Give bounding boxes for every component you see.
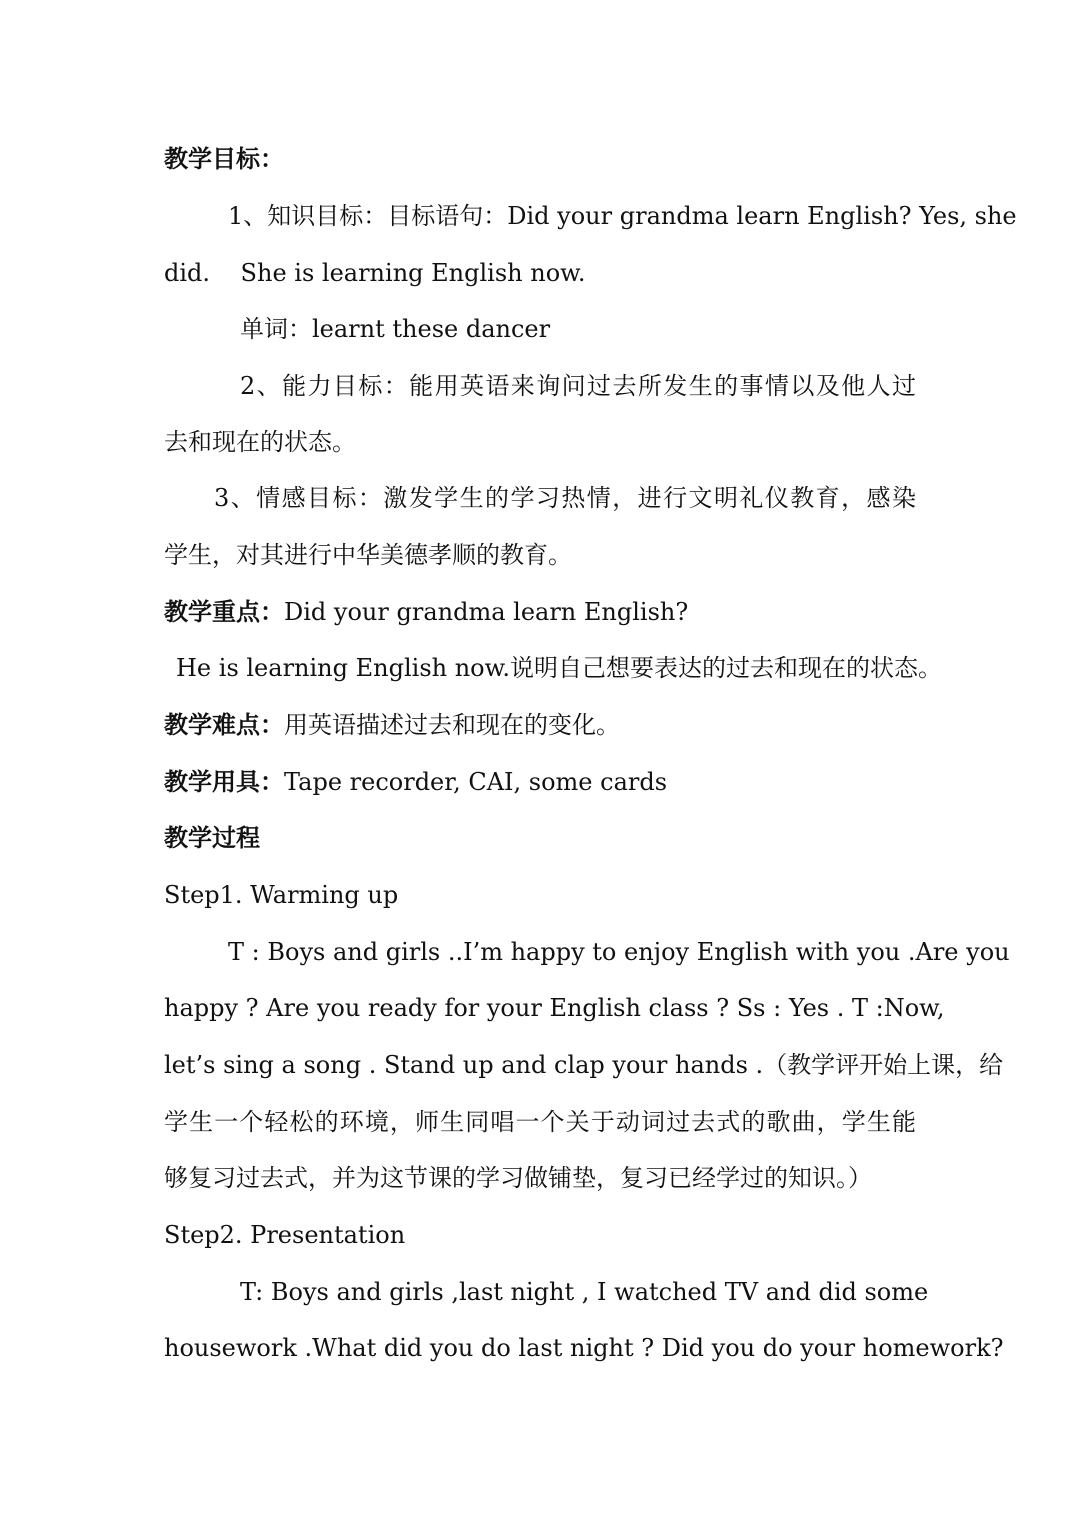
difficult-points-line xyxy=(164,709,916,741)
teaching-aids-text: Tape recorder, CAI, some cards xyxy=(284,768,668,796)
step1-line-3: let’s sing a song . Stand up and clap your hands .（教学评开始上课，给 xyxy=(164,1051,1004,1079)
process-heading: 教学过程 xyxy=(164,823,260,852)
key-points-line-2: He is learning English now.说明自己想要表达的过去和现在的状态。 xyxy=(176,654,942,682)
key-points-line xyxy=(164,596,916,628)
step2-line-1: T: Boys and girls ,last night , I watched TV and did some xyxy=(240,1278,929,1306)
teaching-aids-label: 教学用具： xyxy=(164,767,284,796)
step2-title: Step2. Presentation xyxy=(164,1221,406,1249)
step1-title: Step1. Warming up xyxy=(164,881,399,909)
key-points-text: Did your grandma learn English? xyxy=(284,598,689,626)
emotion-objective-line-2: 学生，对其进行中华美德孝顺的教育。 xyxy=(164,541,572,569)
teaching-aids-line xyxy=(164,766,916,798)
step1-line-5: 够复习过去式，并为这节课的学习做铺垫，复习已经学过的知识。） xyxy=(164,1164,872,1192)
objectives-heading: 教学目标： xyxy=(164,144,284,173)
vocabulary-line: 单词：learnt these dancer xyxy=(240,315,551,343)
ability-objective-line-2: 去和现在的状态。 xyxy=(164,428,356,456)
knowledge-objective-line-1: 1、知识目标：目标语句：Did your grandma learn English? Yes, she xyxy=(228,202,1017,230)
step1-line-2: happy ? Are you ready for your English class ? Ss : Yes . T :Now, xyxy=(164,994,945,1022)
ability-objective-line-1: 2、能力目标：能用英语来询问过去所发生的事情以及他人过 xyxy=(240,372,916,400)
step1-line-1: T : Boys and girls ..I’m happy to enjoy English with you .Are you xyxy=(228,938,1010,966)
difficult-points-text: 用英语描述过去和现在的变化。 xyxy=(284,711,620,739)
difficult-points-label: 教学难点： xyxy=(164,710,284,739)
step1-line-4: 学生一个轻松的环境，师生同唱一个关于动词过去式的歌曲，学生能 xyxy=(164,1108,916,1136)
step2-line-2: housework .What did you do last night ? Did you do your homework? xyxy=(164,1334,1004,1362)
knowledge-objective-line-2: did. She is learning English now. xyxy=(164,259,586,287)
emotion-objective-line-1: 3、情感目标：激发学生的学习热情，进行文明礼仪教育，感染 xyxy=(214,484,916,512)
key-points-label: 教学重点： xyxy=(164,597,284,626)
